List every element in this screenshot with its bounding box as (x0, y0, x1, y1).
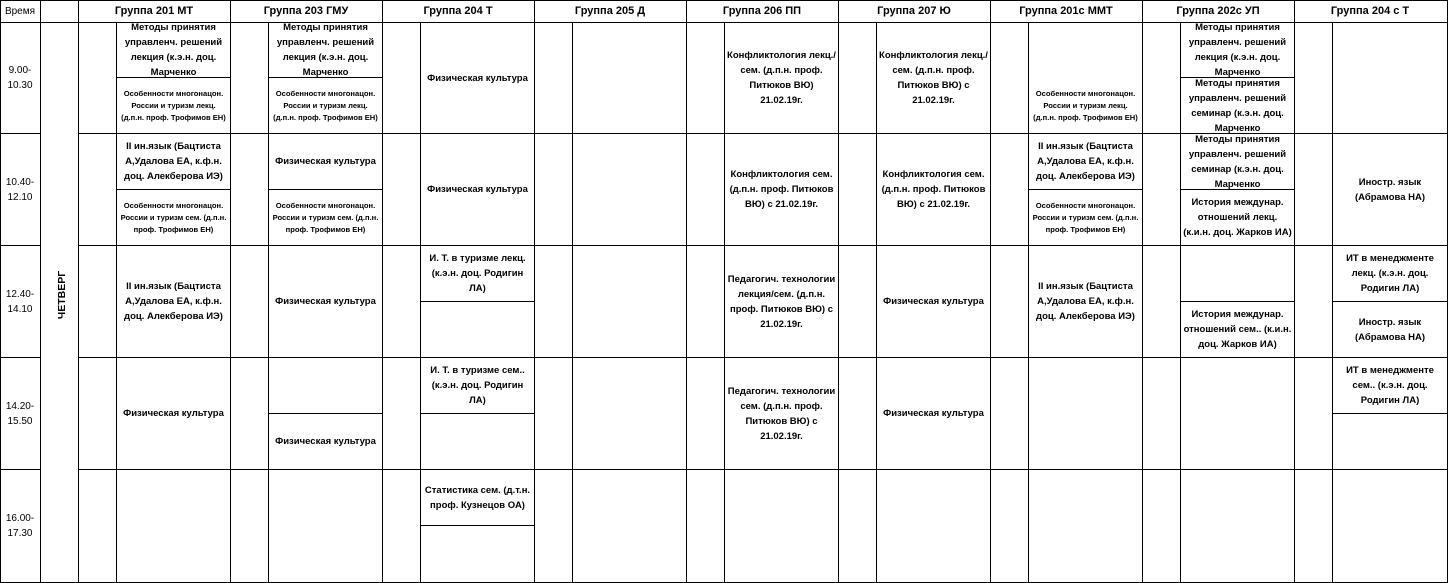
group-header-207yu: Группа 207 Ю (877, 5, 951, 17)
group-header-202c-up: Группа 202с УП (1176, 5, 1260, 17)
group-header-203gmu: Группа 203 ГМУ (263, 5, 349, 17)
time-slot-4: 14.20- 15.50 (5, 400, 35, 427)
lesson-cell: История междунар. отношений сем.. (к.и.н. доц. Жарков ИА) (1183, 309, 1292, 350)
lesson-cell: Особенности многонацон. России и туризм лекц. (д.п.н. проф. Трофимов ЕН) (1033, 88, 1138, 122)
lesson-cell: ИТ в менеджменте лекц. (к.э.н. доц. Родигин ЛА) (1346, 253, 1434, 294)
lesson-cell: Конфликтология лекц./сем. (д.п.н. проф. Питюков ВЮ) с 21.02.19г. (879, 50, 988, 106)
lesson-cell: И. Т. в туризме сем.. (к.э.н. доц. Родигин ЛА) (430, 365, 525, 406)
lesson-cell: Педагогич. технологии сем. (д.п.н. проф. Питюков ВЮ) с 21.02.19г. (727, 385, 836, 442)
group-header-204c-t: Группа 204 с Т (1330, 5, 1410, 17)
lesson-cell: Особенности многонацон. России и туризм сем. (д.п.н. проф. Трофимов ЕН) (272, 200, 379, 234)
group-header-206pp: Группа 206 ПП (722, 5, 802, 17)
lesson-cell: И. Т. в туризме лекц. (к.э.н. доц. Родигин ЛА) (429, 253, 526, 294)
lesson-cell: Иностр. язык (Абрамова НА) (1354, 176, 1426, 203)
group-header-201mt: Группа 201 МТ (114, 5, 194, 17)
lesson-cell: Физическая культура (123, 408, 224, 419)
lesson-cell: Особенности многонацон. России и туризм лекц. (д.п.н. проф. Трофимов ЕН) (121, 88, 226, 122)
lesson-cell: Методы принятия управленч. решений лекция (к.э.н. доц. Марченко (1188, 23, 1287, 77)
group-header-201c-mmt: Группа 201с ММТ (1019, 5, 1113, 17)
time-slot-1: 9.00- 10.30 (7, 65, 33, 91)
lesson-cell: ИТ в менеджменте сем.. (к.э.н. доц. Родигин ЛА) (1346, 365, 1434, 406)
lesson-cell: Особенности многонацон. России и туризм сем. (д.п.н. проф. Трофимов ЕН) (1032, 200, 1139, 234)
lesson-cell: Конфликтология сем. (д.п.н. проф. Питюков ВЮ) с 21.02.19г. (881, 169, 986, 210)
time-slot-5: 16.00- 17.30 (5, 513, 35, 539)
time-slot-2: 10.40- 12.10 (5, 176, 35, 203)
time-column-header: Время (4, 5, 36, 17)
lesson-cell: Физическая культура (275, 436, 376, 447)
lesson-cell: Физическая культура (427, 184, 528, 195)
lesson-cell: Физическая культура (883, 408, 984, 419)
time-slot-3: 12.40- 14.10 (5, 288, 35, 315)
lesson-cell: Методы принятия управленч. решений семинар (к.э.н. доц. Марченко (1188, 134, 1287, 189)
lesson-cell: Иностр. язык (Абрамова НА) (1354, 316, 1426, 343)
lesson-cell: II ин.язык (Бацтиста А,Удалова ЕА, к.ф.н. доц. Алекберова ИЭ) (1036, 281, 1135, 322)
lesson-cell: Методы принятия управленч. решений семинар (к.э.н. доц. Марченко (1188, 78, 1287, 133)
lesson-cell: Статистика сем. (д.т.н. проф. Кузнецов ОА) (424, 484, 531, 511)
lesson-cell: Физическая культура (275, 296, 376, 307)
group-header-205d: Группа 205 Д (574, 5, 646, 17)
lesson-cell: Конфликтология сем. (д.п.н. проф. Питюков ВЮ) с 21.02.19г. (729, 169, 834, 210)
lesson-cell: Физическая культура (275, 156, 376, 167)
group-header-204t: Группа 204 Т (423, 5, 493, 17)
lesson-cell: История междунар. отношений лекц. (к.и.н. доц. Жарков ИА) (1183, 197, 1292, 238)
lesson-cell: Особенности многонацон. России и туризм лекц. (д.п.н. проф. Трофимов ЕН) (273, 88, 378, 122)
lesson-cell: II ин.язык (Бацтиста А,Удалова ЕА, к.ф.н. доц. Алекберова ИЭ) (124, 281, 223, 322)
lesson-cell: Особенности многонацон. России и туризм сем. (д.п.н. проф. Трофимов ЕН) (120, 200, 227, 234)
lesson-cell: II ин.язык (Бацтиста А,Удалова ЕА, к.ф.н. доц. Алекберова ИЭ) (1036, 141, 1135, 182)
lesson-cell: Физическая культура (427, 72, 528, 84)
lesson-cell: Методы принятия управленч. решений лекция (к.э.н. доц. Марченко (276, 23, 375, 77)
lesson-cell: Физическая культура (883, 296, 984, 307)
lesson-cell: Конфликтология лекц./сем. (д.п.н. проф. Питюков ВЮ) 21.02.19г. (727, 50, 836, 106)
lesson-cell: Методы принятия управленч. решений лекция (к.э.н. доц. Марченко (124, 23, 223, 77)
lesson-cell: Педагогич. технологии лекция/сем. (д.п.н. проф. Питюков ВЮ) с 21.02.19г. (727, 273, 836, 330)
lesson-cell: II ин.язык (Бацтиста А,Удалова ЕА, к.ф.н. доц. Алекберова ИЭ) (124, 141, 223, 182)
day-label: ЧЕТВЕРГ (56, 270, 68, 320)
